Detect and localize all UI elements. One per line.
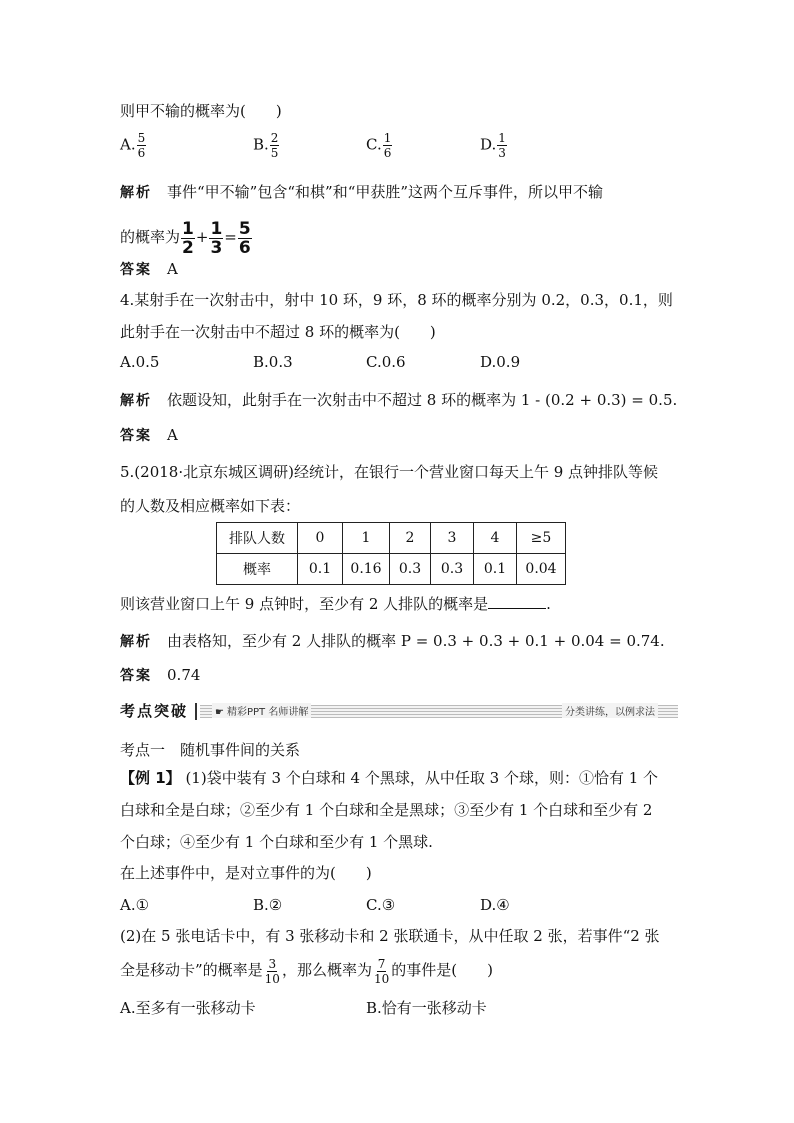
table-cell: 0.3 xyxy=(431,554,474,585)
section-banner xyxy=(120,700,678,722)
table-cell: 0.1 xyxy=(474,554,517,585)
table-cell: 2 xyxy=(390,523,431,554)
q5-question: 则该营业窗口上午 9 点钟时，至少有 2 人排队的概率是 . xyxy=(120,595,551,613)
q3-option-d[interactable]: D. $\frac{1}{3}$ xyxy=(480,131,506,160)
fraction: $\frac{1}{3}$ xyxy=(210,218,223,258)
example2-option-a[interactable]: A.至多有一张移动卡 xyxy=(120,999,256,1017)
fraction: $\frac{3}{10}$ xyxy=(264,956,280,986)
q3-analysis xyxy=(120,182,603,203)
table-cell: 0.1 xyxy=(298,554,343,585)
table-cell: 4 xyxy=(474,523,517,554)
example-option-c[interactable]: C.③ xyxy=(366,896,396,914)
table-row xyxy=(217,554,566,585)
table-cell: ≥5 xyxy=(517,523,566,554)
example-option-d[interactable]: D.④ xyxy=(480,896,510,914)
q5-stem-line1: 5.(2018·北京东城区调研)经统计，在银行一个营业窗口每天上午 9 点钟排队等候 xyxy=(120,463,659,481)
q5-answer: 答案 0.74 xyxy=(120,666,201,684)
q5-analysis: 解析 由表格知，至少有 2 人排队的概率 P = 0.3 + 0.3 + 0.1 + 0.04 = 0.74. xyxy=(120,632,665,650)
banner-subtitle: ☛ 精彩PPT 名师讲解 xyxy=(212,703,311,718)
example2-line1: (2)在 5 张电话卡中，有 3 张移动卡和 2 张联通卡，从中任取 2 张，若事件“2 张 xyxy=(120,927,660,945)
q3-answer: 答案 A xyxy=(120,260,178,278)
q4-option-c[interactable]: C.0.6 xyxy=(366,353,406,371)
table-cell: 0.04 xyxy=(517,554,566,585)
table-cell: 0 xyxy=(298,523,343,554)
banner-right-text: 分类讲练，以例求法 xyxy=(562,703,658,718)
topic-title: 考点一 随机事件间的关系 xyxy=(120,741,301,759)
table-cell: 概率 xyxy=(217,554,298,585)
fraction: $\frac{1}{2}$ xyxy=(182,218,194,258)
table-cell: 3 xyxy=(431,523,474,554)
example-line3: 个白球；④至少有 1 个白球和至少有 1 个黑球. xyxy=(120,833,433,851)
fraction: $\frac{7}{10}$ xyxy=(373,956,390,986)
example-label: 【例 1】 xyxy=(120,769,181,787)
answer-blank[interactable] xyxy=(488,594,546,609)
fraction: $\frac{5}{6}$ xyxy=(238,218,251,258)
q4-answer: 答案 A xyxy=(120,426,178,444)
example-option-b[interactable]: B.② xyxy=(253,896,283,914)
example2-line2: 全是移动卡”的概率是 $\frac{3}{10}$ ，那么概率为 $\frac{7}{10}$ 的事件是( ) xyxy=(120,956,493,986)
q4-stem-line2: 此射手在一次射击中不超过 8 环的概率为( ) xyxy=(120,323,436,341)
table-cell: 0.3 xyxy=(390,554,431,585)
queue-probability-table xyxy=(216,522,566,585)
q4-option-a[interactable]: A.0.5 xyxy=(120,353,160,371)
table-cell: 0.16 xyxy=(343,554,390,585)
q4-option-b[interactable]: B.0.3 xyxy=(253,353,293,371)
q3-option-b[interactable]: B. $\frac{2}{5}$ xyxy=(253,131,279,160)
divider xyxy=(195,703,197,720)
table-row xyxy=(217,523,566,554)
q4-analysis: 解析 依题设知，此射手在一次射击中不超过 8 环的概率为 1 - (0.2 + 0.3) = 0.5. xyxy=(120,391,678,409)
table-cell: 排队人数 xyxy=(217,523,298,554)
example-option-a[interactable]: A.① xyxy=(120,896,150,914)
q4-stem-line1: 4.某射手在一次射击中，射中 10 环，9 环，8 环的概率分别为 0.2，0.3，0.1，则 xyxy=(120,291,673,309)
pointing-hand-icon: ☛ xyxy=(215,707,224,718)
table-cell: 1 xyxy=(343,523,390,554)
example2-option-b[interactable]: B.恰有一张移动卡 xyxy=(366,999,487,1017)
q3-option-a[interactable]: A. $\frac{5}{6}$ xyxy=(120,131,146,160)
answer-label: 答案 xyxy=(120,262,152,278)
example-question: 在上述事件中，是对立事件的为( ) xyxy=(120,864,372,882)
q4-option-d[interactable]: D.0.9 xyxy=(480,353,521,371)
q5-stem-line2: 的人数及相应概率如下表： xyxy=(120,497,301,515)
analysis-label: 解析 xyxy=(120,185,152,201)
example-line2: 白球和全是白球；②至少有 1 个白球和全是黑球；③至少有 1 个白球和至少有 2 xyxy=(120,801,653,819)
section-title: 考点突破 xyxy=(120,702,189,720)
q3-option-c[interactable]: C. $\frac{1}{6}$ xyxy=(366,131,392,160)
q3-analysis-line2: 的概率为 $\frac{1}{2}$ + $\frac{1}{3}$ = $\frac{5}{6}$ xyxy=(120,218,251,258)
q3-analysis-text: 事件“甲不输”包含“和棋”和“甲获胜”这两个互斥事件，所以甲不输 xyxy=(167,183,604,201)
q3-stem-tail: 则甲不输的概率为( ) xyxy=(120,102,282,120)
example-line1: 【例 1】 (1)袋中装有 3 个白球和 4 个黑球，从中任取 3 个球，则：①恰有 1 个 xyxy=(120,769,659,787)
